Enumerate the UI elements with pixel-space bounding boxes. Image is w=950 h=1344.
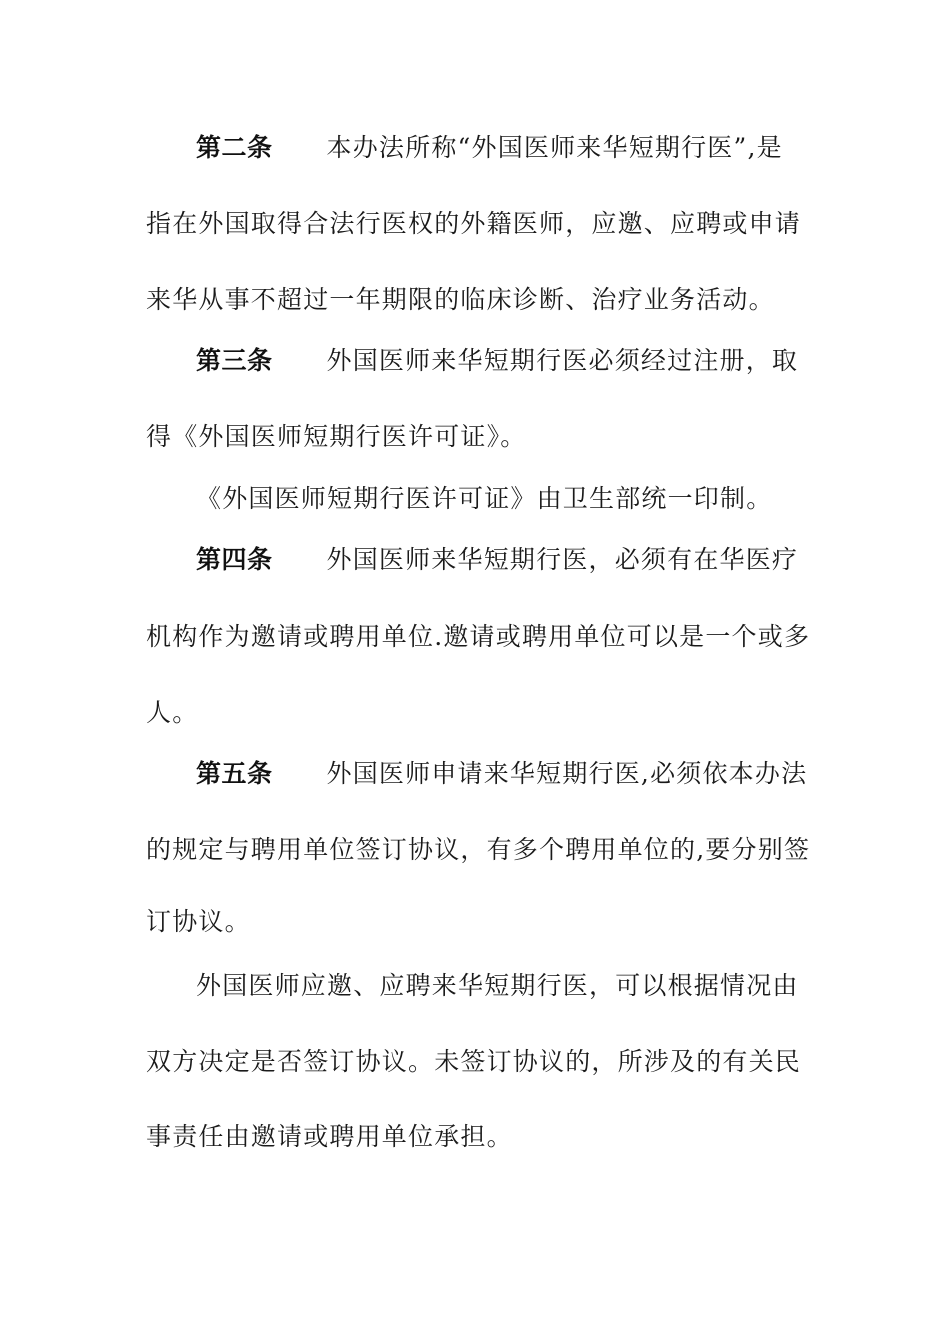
article-5-line-1 (196, 758, 856, 790)
article-4-line-1 (196, 544, 856, 576)
article-3-line-2 (146, 421, 806, 453)
article-5-paragraph-2-line-1 (196, 970, 856, 1002)
line-text: 机构作为邀请或聘用单位.邀请或聘用单位可以是一个或多 (146, 622, 811, 651)
article-3-line-1 (196, 345, 856, 377)
line-text: 外国医师来华短期行医，必须有在华医疗 (326, 545, 799, 574)
article-2-line-2 (146, 208, 806, 240)
line-text: 人。 (146, 698, 199, 727)
article-5-paragraph-2-line-2 (146, 1046, 806, 1078)
article-2-line-3 (146, 284, 806, 316)
line-text: 双方决定是否签订协议。未签订协议的，所涉及的有关民 (146, 1047, 802, 1076)
line-text: 来华从事不超过一年期限的临床诊断、治疗业务活动。 (146, 285, 775, 314)
article-5-paragraph-2-line-3 (146, 1121, 806, 1153)
article-4-line-2 (146, 621, 811, 653)
article-number: 第四条 (196, 545, 273, 574)
article-number: 第二条 (196, 133, 273, 162)
line-text: 外国医师应邀、应聘来华短期行医，可以根据情况由 (196, 971, 799, 1000)
line-text: 得《外国医师短期行医许可证》。 (146, 422, 527, 451)
article-5-line-3 (146, 906, 806, 938)
line-text: 订协议。 (146, 907, 251, 936)
line-text: 外国医师来华短期行医必须经过注册，取 (326, 346, 799, 375)
line-text: 外国医师申请来华短期行医,必须依本办法 (326, 759, 808, 788)
article-4-line-3 (146, 697, 806, 729)
article-2-line-1 (196, 132, 856, 164)
line-text: 《外国医师短期行医许可证》由卫生部统一印制。 (196, 484, 773, 513)
article-number: 第五条 (196, 759, 273, 788)
article-3-paragraph-2 (196, 483, 856, 515)
line-text: 事责任由邀请或聘用单位承担。 (146, 1122, 513, 1151)
article-number: 第三条 (196, 346, 273, 375)
line-text: 的规定与聘用单位签订协议，有多个聘用单位的,要分别签 (146, 835, 811, 864)
line-text: 本办法所称“外国医师来华短期行医”,是 (326, 133, 783, 162)
article-5-line-2 (146, 834, 811, 866)
line-text: 指在外国取得合法行医权的外籍医师，应邀、应聘或申请 (146, 209, 802, 238)
